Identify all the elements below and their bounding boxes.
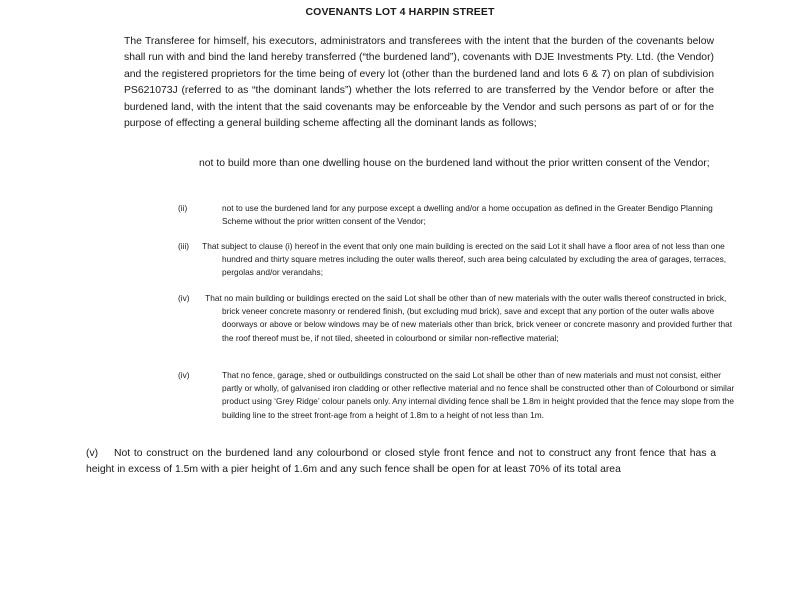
clause-i	[199, 156, 741, 172]
clause-ii	[178, 202, 742, 228]
clause-iv-a-number: (iv)	[178, 293, 190, 303]
clause-iv-b	[178, 369, 742, 422]
clause-v-text: Not to construct on the burdened land any colourbond or closed style front fence and not to construct any front fence that has a height in excess of 1.5m with a pier height of 1.6m and any such fence shall be open for at least 70% of its total area	[86, 448, 716, 476]
clause-iii-text: That subject to clause (i) hereof in the event that only one main building is erected on the said Lot it shall have a floor area of not less than one hundred and thirty square metres including the outer walls thereof, such area being calculated by excluding the area of garages, terraces, pergolas and/or verandahs;	[202, 241, 727, 278]
clause-ii-text: not to use the burdened land for any purpose except a dwelling and/or a home occupation as defined in the Greater Bendigo Planning Scheme without the prior written consent of the Vendor;	[222, 203, 713, 227]
clause-i-text: not to build more than one dwelling house on the burdened land without the prior written consent of the Vendor;	[199, 158, 710, 169]
intro-paragraph: The Transferee for himself, his executors, administrators and transferees with the intent that the burden of the covenants below shall run with and bind the land hereby transferred (“the burdened land”), covenants with DJE Investments Pty. Ltd. (the Vendor) and the registered proprietors for the time being of every lot (other than the burdened land and lots 6 & 7) on plan of subdivision PS621073J (referred to as “the dominant lands”) whether the lots referred to are transferred by the Vendor before or after the burdened land, with the intent that the said covenants may be enforceable by the Vendor and such persons as part of or for the purpose of effecting a general building scheme affecting all the dominant lands as follows;	[124, 36, 714, 130]
clause-iii: (iii) That subject to clause (i) hereof in the event that only one main building is erected on the said Lot it shall have a floor area of not less than one hundred and thirty square metres including the outer walls thereof, such area being calculated by excluding the area of garages, terraces, pergolas and/or verandahs;	[178, 241, 727, 278]
clause-iv-a	[178, 292, 742, 345]
clause-ii-number: (ii)	[178, 203, 188, 213]
clause-iv-b-number: (iv)	[178, 370, 190, 380]
clause-iv-a-text: That no main building or buildings erected on the said Lot shall be other than of new materials with the outer walls thereof constructed in brick, brick veneer concrete masonry or rendered finish, (but excluding mud brick), save and except that any portion of the outer walls above doorways or above or below windows may be of new materials other than brick, brick veneer or concrete masonry and provided further that the roof thereof must be, if not tiled, sheeted in colourbond or similar non-reflective material;	[205, 293, 733, 343]
clause-v	[86, 446, 716, 479]
clause-v-number: (v)	[86, 448, 99, 459]
document-title: COVENANTS LOT 4 HARPIN STREET	[305, 6, 495, 18]
clause-iv-b-text: That no fence, garage, shed or outbuildings constructed on the said Lot shall be other than of new materials and must not consist, either partly or wholly, of galvanised iron cladding or other reflective material and no fence shall be constructed other than of Colourbond or similar product using ‘Grey Ridge’ colour panels only. Any internal dividing fence shall be 1.8m in height provided that the fence may slope from the building line to the street front-age from a height of 1.8m to a height of not less than 1m.	[222, 370, 735, 420]
